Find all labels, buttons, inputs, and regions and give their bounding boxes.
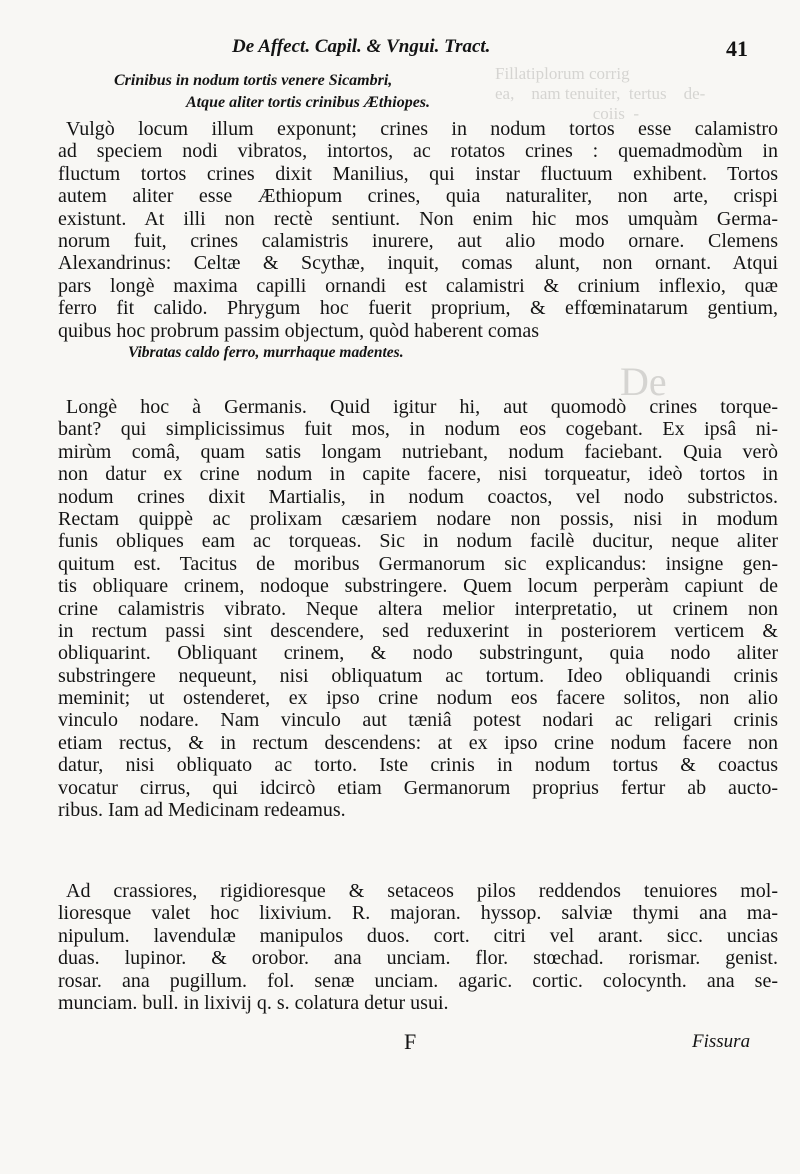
text-line: Ad crassiores, rigidioresque & setaceos pilos reddendos tenuiores mol- — [66, 880, 778, 902]
text-line: ferro fit calido. Phrygum hoc fuerit proprium, & effœminatarum gentium, — [58, 297, 778, 320]
text-line: nodum crines dixit Martialis, in nodum coactos, vel nodo substrictos. — [58, 485, 778, 508]
paragraph-2 — [58, 396, 778, 821]
text-line: tis obliquare crinem, nodoque substringere. Quem locum perperàm capiunt de — [58, 575, 778, 598]
paragraph-3 — [58, 880, 778, 1014]
text-line: ribus. Iam ad Medicinam redeamus. — [58, 799, 346, 822]
text-line: in rectum passi sint descendere, sed reduxerint in posteriorem verticem & — [58, 619, 778, 642]
epigraph-line: Crinibus in nodum tortis venere Sicambri, — [114, 72, 393, 89]
text-line: munciam. bull. in lixivij q. s. colatura detur usui. — [58, 991, 449, 1014]
text-line: Rectam quippè ac prolixam cæsariem nodare non possis, nisi in modum — [58, 507, 778, 530]
text-line: Longè hoc à Germanis. Quid igitur hi, aut quomodò crines torque- — [66, 396, 778, 418]
text-line: lioresque valet hoc lixivium. R. majoran. hyssop. salviæ thymi ana ma- — [58, 902, 778, 925]
text-line: non datur ex crine nodum in capite facere, nisi torqueatur, ideò tortos in — [58, 463, 778, 486]
text-line: existunt. At illi non rectè sentiunt. Non enim hic mos umquàm Germa- — [58, 207, 778, 230]
text-line: pars longè maxima capilli ornandi est calamistri & crinium inflexio, quæ — [58, 274, 778, 297]
text-line: datur, nisi obliquato ac torto. Iste crinis in nodum tortus & coactus — [58, 754, 778, 777]
text-line: ad speciem nodi vibratos, intortos, ac rotatos crines : quemadmodùm in — [58, 140, 778, 163]
text-line: norum fuit, crines calamistris inurere, aut alio modo ornare. Clemens — [58, 229, 778, 252]
page-number: 41 — [726, 36, 748, 61]
epigraph-line: Atque aliter tortis crinibus Æthiopes. — [186, 94, 431, 111]
text-line: bant? qui simplicissimus fuit mos, in nodum eos cogebant. Ex ipsâ ni- — [58, 418, 778, 441]
text-line: crine calamistris vibrato. Neque altera melior interpretatio, ut crinem non — [58, 597, 778, 620]
text-line: funis obliques eam ac torqueas. Sic in nodum facilè ducitur, neque aliter — [58, 530, 778, 553]
text-line: vocatur cirrus, qui idcircò etiam Germanorum proprius fertur ab aucto- — [58, 776, 778, 799]
text-line: duas. lupinor. & orobor. ana unciam. flor. stœchad. rorismar. genist. — [58, 947, 778, 970]
text-line: substringere nequeunt, nisi obliquatum ac tortum. Ideo obliquandi crinis — [58, 664, 778, 687]
text-line: Alexandrinus: Celtæ & Scythæ, inquit, comas alunt, non ornant. Atqui — [58, 252, 778, 275]
catchword: Fissura — [692, 1031, 751, 1052]
text-line: fluctum tortos crines dixit Manilius, qui instar fluctuum exhibent. Tortos — [58, 162, 778, 185]
running-head: De Affect. Capil. & Vngui. Tract. — [232, 36, 491, 57]
text-line: autem aliter esse Æthiopum crines, quia naturaliter, non arte, crispi — [58, 185, 778, 208]
text-line: obliquarint. Obliquant crinem, & nodo substringunt, quia nodo aliter — [58, 642, 778, 665]
text-line: etiam rectus, & in rectum descendens: at ex ipso crine nodum facere non — [58, 731, 778, 754]
text-line: quibus hoc probrum passim objectum, quòd haberent comas — [58, 319, 540, 342]
text-line: vinculo nodare. Nam vinculo aut tæniâ potest nodari ac religari crinis — [58, 709, 778, 732]
text-line: quitum est. Tacitus de moribus Germanorum sic explicandus: insigne gen- — [58, 552, 778, 575]
text-line: rosar. ana pugillum. fol. senæ unciam. agaric. cortic. colocynth. ana se- — [58, 969, 778, 992]
verse-quote: Vibratas caldo ferro, murrhaque madentes. — [128, 343, 404, 361]
paragraph-1 — [58, 118, 778, 364]
show-through-heading: De — [620, 359, 667, 404]
text-line: Vulgò locum illum exponunt; crines in nodum tortos esse calamistro — [66, 118, 778, 140]
signature-mark: F — [404, 1029, 417, 1054]
page-header — [0, 36, 800, 64]
text-line: mirùm comâ, quam satis longam nutriebant, nodum faciebant. Quia verò — [58, 440, 778, 463]
show-through-text: Fillatiplorum corrig ea, nam tenuiter, tertus de- coiis - — [495, 64, 706, 123]
text-line: meminit; ut ostenderet, ex ipso crine nodum eos facere solitos, non alio — [58, 687, 778, 710]
text-line: nipulum. lavendulæ manipulos duos. cort. citri vel arant. sicc. uncias — [58, 924, 778, 947]
